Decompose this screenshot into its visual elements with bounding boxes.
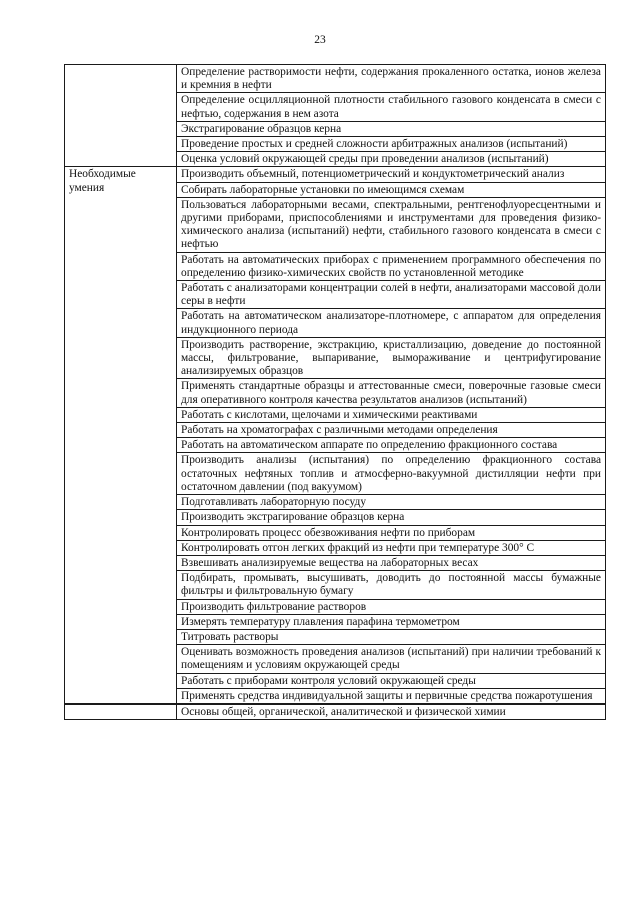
requirement-text-cell: Взвешивать анализируемые вещества на лабораторных весах [177, 555, 606, 570]
requirement-text-cell: Оценивать возможность проведения анализов (испытаний) при наличии требований к помещениям и условиям окружающей среды [177, 645, 606, 673]
requirement-text-cell: Производить растворение, экстракцию, кристаллизацию, доведение до постоянной массы, фильтрование, выпаривание, вымораживание и центрифугирование анализируемых образцов [177, 337, 606, 379]
requirement-text-cell: Работать на автоматическом анализаторе-плотномере, с аппаратом для определения индукционного периода [177, 309, 606, 337]
requirement-text-cell: Измерять температуру плавления парафина термометром [177, 614, 606, 629]
requirement-text-cell: Оценка условий окружающей среды при проведении анализов (испытаний) [177, 152, 606, 167]
requirement-text-cell: Контролировать отгон легких фракций из нефти при температуре 300° С [177, 540, 606, 555]
requirement-text-cell: Работать на хроматографах с различными методами определения [177, 423, 606, 438]
requirement-text-cell: Производить анализы (испытания) по определению фракционного состава остаточных нефтяных топлив и атмосферно-вакуумной дистилляции нефти при остаточном давлении (под вакуумом) [177, 453, 606, 495]
table-row [65, 704, 606, 720]
requirement-text-cell: Подготавливать лабораторную посуду [177, 495, 606, 510]
requirement-text-cell: Определение осцилляционной плотности стабильного газового конденсата в смеси с нефтью, содержания в нем азота [177, 93, 606, 121]
table-body [65, 65, 606, 720]
requirement-text-cell: Проведение простых и средней сложности арбитражных анализов (испытаний) [177, 137, 606, 152]
requirement-text-cell: Работать с анализаторами концентрации солей в нефти, анализаторами массовой доли серы в нефти [177, 281, 606, 309]
requirement-text-cell: Титровать растворы [177, 629, 606, 644]
requirement-text-cell: Контролировать процесс обезвоживания нефти по приборам [177, 525, 606, 540]
requirement-text-cell: Подбирать, промывать, высушивать, доводить до постоянной массы бумажные фильтры и фильтровальную бумагу [177, 571, 606, 599]
section-label-cell: Необходимые умения [65, 167, 177, 704]
requirement-text-cell: Производить экстрагирование образцов керна [177, 510, 606, 525]
requirement-text-cell: Работать с приборами контроля условий окружающей среды [177, 673, 606, 688]
requirement-text-cell: Пользоваться лабораторными весами, спектральными, рентгенофлуоресцентными и другими приборами, приспособлениями и инструментами для проведения физико-химического анализа (испытаний) нефти, стабильного газового конденсата в смеси с нефтью [177, 197, 606, 252]
table-row [65, 65, 606, 93]
requirement-text-cell: Определение растворимости нефти, содержания прокаленного остатка, ионов железа и кремния в нефти [177, 65, 606, 93]
section-label-cell [65, 65, 177, 167]
requirement-text-cell: Основы общей, органической, аналитической и физической химии [177, 704, 606, 720]
requirement-text-cell: Применять средства индивидуальной защиты и первичные средства пожаротушения [177, 688, 606, 704]
requirement-text-cell: Собирать лабораторные установки по имеющимся схемам [177, 182, 606, 197]
requirement-text-cell: Работать на автоматических приборах с применением программного обеспечения по определению физико-химических свойств по установленной методике [177, 252, 606, 280]
requirement-text-cell: Работать на автоматическом аппарате по определению фракционного состава [177, 438, 606, 453]
page-number: 23 [314, 34, 326, 46]
requirement-text-cell: Производить фильтрование растворов [177, 599, 606, 614]
competency-table [64, 64, 606, 720]
requirement-text-cell: Экстрагирование образцов керна [177, 121, 606, 136]
requirement-text-cell: Работать с кислотами, щелочами и химическими реактивами [177, 407, 606, 422]
section-label-cell [65, 704, 177, 720]
requirement-text-cell: Применять стандартные образцы и аттестованные смеси, поверочные газовые смеси для оперативного контроля качества результатов анализов (испытаний) [177, 379, 606, 407]
table-row [65, 167, 606, 182]
requirement-text-cell: Производить объемный, потенциометрический и кондуктометрический анализ [177, 167, 606, 182]
